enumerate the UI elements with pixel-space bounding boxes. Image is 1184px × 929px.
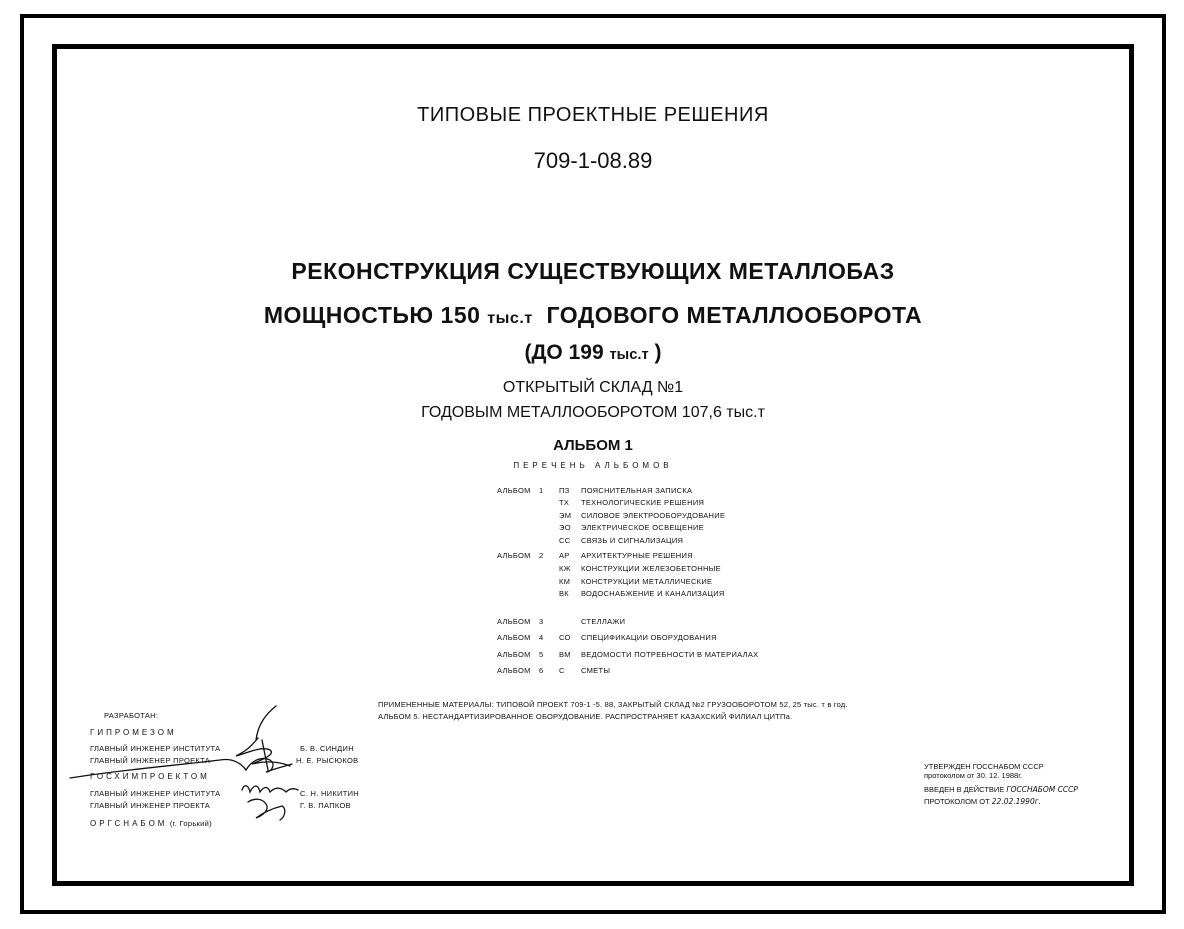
project-number: 709-1-08.89 — [533, 148, 653, 173]
gipromez-chief-institute-role: ГЛАВНЫЙ ИНЖЕНЕР ИНСТИТУТА — [90, 744, 221, 753]
album-row-text: КОНСТРУКЦИИ МЕТАЛЛИЧЕСКИЕ — [581, 577, 713, 586]
album-row-text: СПЕЦИФИКАЦИИ ОБОРУДОВАНИЯ — [581, 633, 717, 642]
title-line-3-value: (ДО 199 — [524, 341, 604, 364]
album-row-code: СС — [559, 536, 571, 545]
album-row-number: 6 — [539, 666, 544, 675]
album-row-number: 4 — [539, 633, 544, 642]
enacted-line — [924, 785, 1078, 794]
album-row-text: СМЕТЫ — [581, 666, 611, 675]
org-orgsnab-name: ОРГСНАБОМ — [90, 819, 168, 828]
album-row-label: АЛЬБОМ — [497, 666, 531, 675]
goskhimproekt-chief-project-role: ГЛАВНЫЙ ИНЖЕНЕР ПРОЕКТА — [90, 801, 211, 810]
album-row-number: 1 — [539, 486, 544, 495]
title-line-2-unit: тыс.т — [487, 309, 533, 327]
goskhimproekt-chief-institute-role: ГЛАВНЫЙ ИНЖЕНЕР ИНСТИТУТА — [90, 789, 221, 798]
album-row-text: КОНСТРУКЦИИ ЖЕЛЕЗОБЕТОННЫЕ — [581, 564, 721, 573]
title-line-3-unit: тыс.т — [609, 347, 649, 363]
title-line-2-rest: ГОДОВОГО МЕТАЛЛООБОРОТА — [546, 302, 923, 328]
title-line-1: РЕКОНСТРУКЦИЯ СУЩЕСТВУЮЩИХ МЕТАЛЛОБАЗ — [291, 258, 895, 284]
goskhimproekt-chief-project-name: Г. В. ПАПКОВ — [300, 801, 351, 810]
org-orgsnab-city: (г. Горький) — [169, 819, 212, 828]
album-row-code: ВМ — [559, 650, 571, 659]
gipromez-chief-project-name: Н. Е. РЫСЮКОВ — [296, 756, 359, 765]
title-line-2-capacity: МОЩНОСТЬЮ 150 — [263, 302, 481, 328]
applied-materials-line-2: АЛЬБОМ 5. НЕСТАНДАРТИЗИРОВАННОЕ ОБОРУДОВАНИЕ. РАСПРОСТРАНЯЕТ КАЗАХСКИЙ ФИЛИАЛ ЦИТПа. — [378, 712, 793, 721]
enacted-label: ВВЕДЕН В ДЕЙСТВИЕ — [924, 785, 1005, 794]
album-row-code: СО — [559, 633, 571, 642]
subtitle-turnover-unit: тыс.т — [726, 404, 765, 421]
enacted-protocol-label: ПРОТОКОЛОМ ОТ — [924, 797, 990, 806]
album-row-label: АЛЬБОМ — [497, 650, 531, 659]
developed-by-label: РАЗРАБОТАН: — [104, 711, 159, 720]
album-row-text: ВЕДОМОСТИ ПОТРЕБНОСТИ В МАТЕРИАЛАХ — [581, 650, 759, 659]
albums-list-title: ПЕРЕЧЕНЬ АЛЬБОМОВ — [513, 461, 673, 470]
signature-papkov — [248, 799, 285, 820]
album-row-number: 3 — [539, 617, 544, 626]
signature-sindin — [236, 706, 290, 770]
album-row-text: ТЕХНОЛОГИЧЕСКИЕ РЕШЕНИЯ — [581, 498, 705, 507]
album-row-code: КМ — [559, 577, 571, 586]
org-gipromez: ГИПРОМЕЗОМ — [90, 728, 177, 737]
album-row-code: ВК — [559, 589, 569, 598]
subtitle-turnover-value: ГОДОВЫМ МЕТАЛЛООБОРОТОМ 107,6 — [421, 404, 722, 421]
gipromez-chief-project-role: ГЛАВНЫЙ ИНЖЕНЕР ПРОЕКТА — [90, 756, 211, 765]
series-title: ТИПОВЫЕ ПРОЕКТНЫЕ РЕШЕНИЯ — [417, 104, 769, 126]
album-row-text: СИЛОВОЕ ЭЛЕКТРООБОРУДОВАНИЕ — [581, 511, 726, 520]
enacted-protocol-line — [924, 797, 1041, 806]
album-row-label: АЛЬБОМ — [497, 551, 531, 560]
applied-materials-line-1: ПРИМЕНЕННЫЕ МАТЕРИАЛЫ: ТИПОВОЙ ПРОЕКТ 709-1 -5. 88, ЗАКРЫТЫЙ СКЛАД №2 ГРУЗООБОРОТОМ 52, 25 тыс. т в год. — [378, 700, 848, 709]
album-row-code: С — [559, 666, 565, 675]
album-row-code: ТХ — [559, 498, 570, 507]
album-row-text: СВЯЗЬ И СИГНАЛИЗАЦИЯ — [581, 536, 684, 545]
album-row-text: ВОДОСНАБЖЕНИЕ И КАНАЛИЗАЦИЯ — [581, 589, 725, 598]
album-row-code: ПЗ — [559, 486, 570, 495]
album-row-code: ЭМ — [559, 511, 572, 520]
album-label: АЛЬБОМ 1 — [553, 437, 633, 454]
album-row-text: АРХИТЕКТУРНЫЕ РЕШЕНИЯ — [581, 551, 693, 560]
album-row-code: АР — [559, 551, 570, 560]
album-row-number: 2 — [539, 551, 544, 560]
album-row-label: АЛЬБОМ — [497, 486, 531, 495]
approved-by: УТВЕРЖДЕН ГОССНАБОМ СССР — [924, 762, 1044, 771]
signature-nikitin — [242, 786, 298, 792]
album-row-label: АЛЬБОМ — [497, 633, 531, 642]
album-row-text: СТЕЛЛАЖИ — [581, 617, 626, 626]
album-row-code: КЖ — [559, 564, 571, 573]
album-row-text: ПОЯСНИТЕЛЬНАЯ ЗАПИСКА — [581, 486, 693, 495]
subtitle-warehouse: ОТКРЫТЫЙ СКЛАД №1 — [502, 379, 684, 396]
gipromez-chief-institute-name: Б. В. СИНДИН — [300, 744, 354, 753]
album-row-label: АЛЬБОМ — [497, 617, 531, 626]
title-line-3-close: ) — [654, 341, 662, 364]
album-row-number: 5 — [539, 650, 544, 659]
album-row-code: ЭО — [559, 523, 571, 532]
enacted-protocol-date: 22.02.1990г. — [991, 797, 1042, 806]
org-goskhimproekt: ГОСХИМПРОЕКТОМ — [90, 772, 210, 781]
enacted-authority: ГОССНАБОМ СССР — [1006, 785, 1078, 794]
approved-protocol: протоколом от 30. 12. 1988г. — [924, 771, 1023, 780]
album-row-text: ЭЛЕКТРИЧЕСКОЕ ОСВЕЩЕНИЕ — [581, 523, 705, 532]
goskhimproekt-chief-institute-name: С. Н. НИКИТИН — [300, 789, 360, 798]
